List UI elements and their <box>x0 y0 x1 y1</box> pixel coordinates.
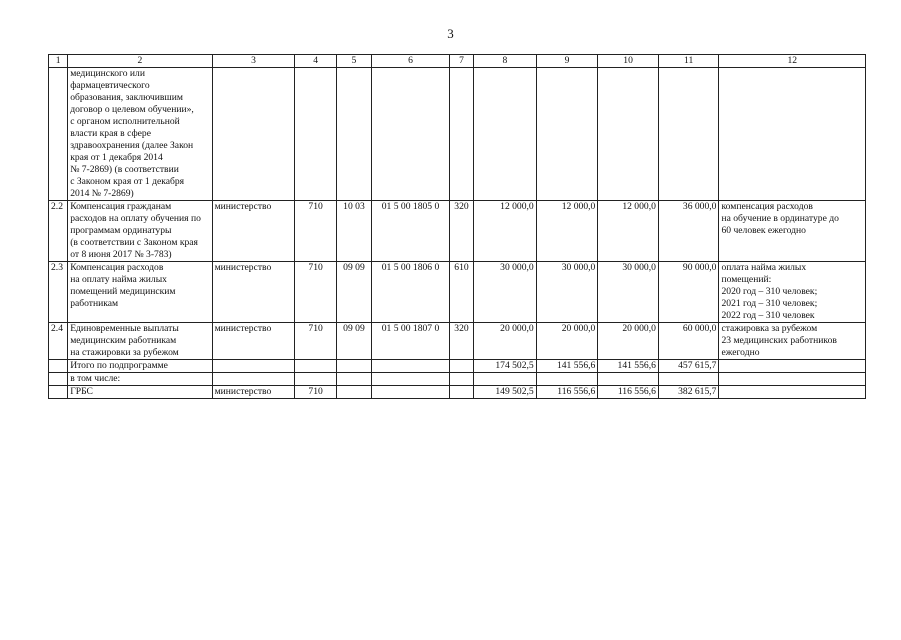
vr-cell: 320 <box>449 201 473 262</box>
rzpr-cell: 09 09 <box>336 323 371 360</box>
column-number-cell: 2 <box>68 55 212 68</box>
column-number-cell: 7 <box>449 55 473 68</box>
amount-2021-cell: 141 556,6 <box>536 360 598 373</box>
expected-result-line: 2022 год – 310 человек <box>721 310 815 321</box>
grbs-cell <box>295 360 336 373</box>
executor-cell <box>212 373 295 386</box>
amount-2020-cell <box>474 68 537 201</box>
measure-name-line: на оплату найма жилых <box>70 274 167 285</box>
table-body <box>49 55 866 399</box>
measure-name-line: здравоохранения (далее Закон <box>70 140 194 151</box>
amount-2020-cell: 30 000,0 <box>474 262 537 323</box>
expected-result-line: 23 медицинских работников <box>721 335 837 346</box>
column-number-cell: 12 <box>719 55 866 68</box>
amount-2020-cell <box>474 373 537 386</box>
row-number-cell: 2.2 <box>49 201 68 262</box>
rzpr-cell: 10 03 <box>336 201 371 262</box>
measure-name-line: расходов на оплату обучения по <box>70 213 201 224</box>
measure-name-line: Единовременные выплаты <box>70 323 179 334</box>
grbs-cell <box>295 68 336 201</box>
measure-name-line: работникам <box>70 298 119 309</box>
measure-name-line: в том числе: <box>70 373 121 384</box>
csr-cell <box>372 360 450 373</box>
measure-name-line: медицинского или <box>70 68 145 79</box>
executor-cell: министерство <box>212 201 295 262</box>
column-number-cell: 10 <box>598 55 659 68</box>
row-number-cell <box>49 373 68 386</box>
vr-cell <box>449 386 473 399</box>
vr-cell <box>449 373 473 386</box>
amount-2021-cell <box>536 68 598 201</box>
csr-cell <box>372 68 450 201</box>
executor-cell: министерство <box>212 262 295 323</box>
measure-name-line: от 8 июня 2017 № 3-783) <box>70 249 172 260</box>
measure-name-line: договор о целевом обучении», <box>70 104 194 115</box>
budget-table <box>48 54 866 399</box>
csr-cell <box>372 373 450 386</box>
table-row <box>49 360 866 373</box>
amount-2022-cell: 116 556,6 <box>598 386 659 399</box>
row-number-cell <box>49 68 68 201</box>
table-row <box>49 201 866 262</box>
column-number-cell: 8 <box>474 55 537 68</box>
vr-cell: 320 <box>449 323 473 360</box>
amount-2021-cell <box>536 373 598 386</box>
expected-result-line: оплата найма жилых <box>721 262 807 273</box>
measure-name-line: медицинским работникам <box>70 335 177 346</box>
measure-name-line: образования, заключившим <box>70 92 183 103</box>
amount-2021-cell: 20 000,0 <box>536 323 598 360</box>
table-row <box>49 68 866 201</box>
column-number-cell: 6 <box>372 55 450 68</box>
vr-cell <box>449 68 473 201</box>
expected-result-line: 60 человек ежегодно <box>721 225 806 236</box>
amount-total-cell: 60 000,0 <box>658 323 719 360</box>
measure-name-cell <box>68 201 212 262</box>
expected-result-cell <box>719 262 866 323</box>
vr-cell <box>449 360 473 373</box>
amount-2020-cell: 12 000,0 <box>474 201 537 262</box>
measure-name-line: программам ординатуры <box>70 225 172 236</box>
expected-result-cell <box>719 323 866 360</box>
amount-2021-cell: 116 556,6 <box>536 386 598 399</box>
rzpr-cell <box>336 386 371 399</box>
measure-name-line: ГРБС <box>70 386 93 397</box>
measure-name-line: Компенсация гражданам <box>70 201 172 212</box>
expected-result-line: помещений: <box>721 274 772 285</box>
grbs-cell: 710 <box>295 201 336 262</box>
expected-result-line: на обучение в ординатуре до <box>721 213 839 224</box>
vr-cell: 610 <box>449 262 473 323</box>
amount-2020-cell: 174 502,5 <box>474 360 537 373</box>
column-number-cell: 9 <box>536 55 598 68</box>
column-number-row <box>49 55 866 68</box>
expected-result-cell <box>719 373 866 386</box>
amount-total-cell: 90 000,0 <box>658 262 719 323</box>
measure-name-line: с Законом края от 1 декабря <box>70 176 185 187</box>
measure-name-cell <box>68 68 212 201</box>
measure-name-line: Итого по подпрограмме <box>70 360 168 371</box>
measure-name-line: на стажировки за рубежом <box>70 347 179 358</box>
amount-2022-cell <box>598 373 659 386</box>
amount-2021-cell: 12 000,0 <box>536 201 598 262</box>
row-number-cell: 2.4 <box>49 323 68 360</box>
amount-2020-cell: 20 000,0 <box>474 323 537 360</box>
expected-result-line: ежегодно <box>721 347 760 358</box>
amount-total-cell <box>658 373 719 386</box>
column-number-cell: 3 <box>212 55 295 68</box>
measure-name-cell <box>68 386 212 399</box>
row-number-cell <box>49 386 68 399</box>
expected-result-line: 2021 год – 310 человек; <box>721 298 818 309</box>
measure-name-cell <box>68 360 212 373</box>
table-row <box>49 386 866 399</box>
rzpr-cell <box>336 68 371 201</box>
csr-cell: 01 5 00 1806 0 <box>372 262 450 323</box>
row-number-cell <box>49 360 68 373</box>
grbs-cell: 710 <box>295 323 336 360</box>
amount-2022-cell: 20 000,0 <box>598 323 659 360</box>
table-row <box>49 373 866 386</box>
amount-2022-cell <box>598 68 659 201</box>
measure-name-cell <box>68 323 212 360</box>
column-number-cell: 4 <box>295 55 336 68</box>
amount-total-cell <box>658 68 719 201</box>
measure-name-cell <box>68 262 212 323</box>
expected-result-line: компенсация расходов <box>721 201 813 212</box>
csr-cell <box>372 386 450 399</box>
table-row <box>49 323 866 360</box>
measure-name-line: края от 1 декабря 2014 <box>70 152 163 163</box>
amount-2021-cell: 30 000,0 <box>536 262 598 323</box>
amount-2022-cell: 30 000,0 <box>598 262 659 323</box>
amount-2020-cell: 149 502,5 <box>474 386 537 399</box>
executor-cell: министерство <box>212 323 295 360</box>
amount-2022-cell: 12 000,0 <box>598 201 659 262</box>
row-number-cell: 2.3 <box>49 262 68 323</box>
column-number-cell: 5 <box>336 55 371 68</box>
amount-total-cell: 36 000,0 <box>658 201 719 262</box>
expected-result-cell <box>719 360 866 373</box>
csr-cell: 01 5 00 1805 0 <box>372 201 450 262</box>
executor-cell <box>212 360 295 373</box>
measure-name-line: № 7-2869) (в соответствии <box>70 164 179 175</box>
column-number-cell: 11 <box>658 55 719 68</box>
measure-name-cell <box>68 373 212 386</box>
table-row <box>49 262 866 323</box>
page-number: 3 <box>447 26 454 41</box>
measure-name-line: власти края в сфере <box>70 128 151 139</box>
expected-result-cell <box>719 201 866 262</box>
measure-name-line: с органом исполнительной <box>70 116 180 127</box>
grbs-cell <box>295 373 336 386</box>
expected-result-line: стажировка за рубежом <box>721 323 818 334</box>
amount-2022-cell: 141 556,6 <box>598 360 659 373</box>
rzpr-cell <box>336 360 371 373</box>
executor-cell <box>212 68 295 201</box>
expected-result-cell <box>719 386 866 399</box>
grbs-cell: 710 <box>295 386 336 399</box>
rzpr-cell: 09 09 <box>336 262 371 323</box>
measure-name-line: помещений медицинским <box>70 286 176 297</box>
rzpr-cell <box>336 373 371 386</box>
measure-name-line: 2014 № 7-2869) <box>70 188 134 199</box>
amount-total-cell: 457 615,7 <box>658 360 719 373</box>
column-number-cell: 1 <box>49 55 68 68</box>
measure-name-line: фармацевтического <box>70 80 150 91</box>
grbs-cell: 710 <box>295 262 336 323</box>
csr-cell: 01 5 00 1807 0 <box>372 323 450 360</box>
expected-result-cell <box>719 68 866 201</box>
amount-total-cell: 382 615,7 <box>658 386 719 399</box>
expected-result-line: 2020 год – 310 человек; <box>721 286 818 297</box>
measure-name-line: (в соответствии с Законом края <box>70 237 198 248</box>
measure-name-line: Компенсация расходов <box>70 262 164 273</box>
executor-cell: министерство <box>212 386 295 399</box>
